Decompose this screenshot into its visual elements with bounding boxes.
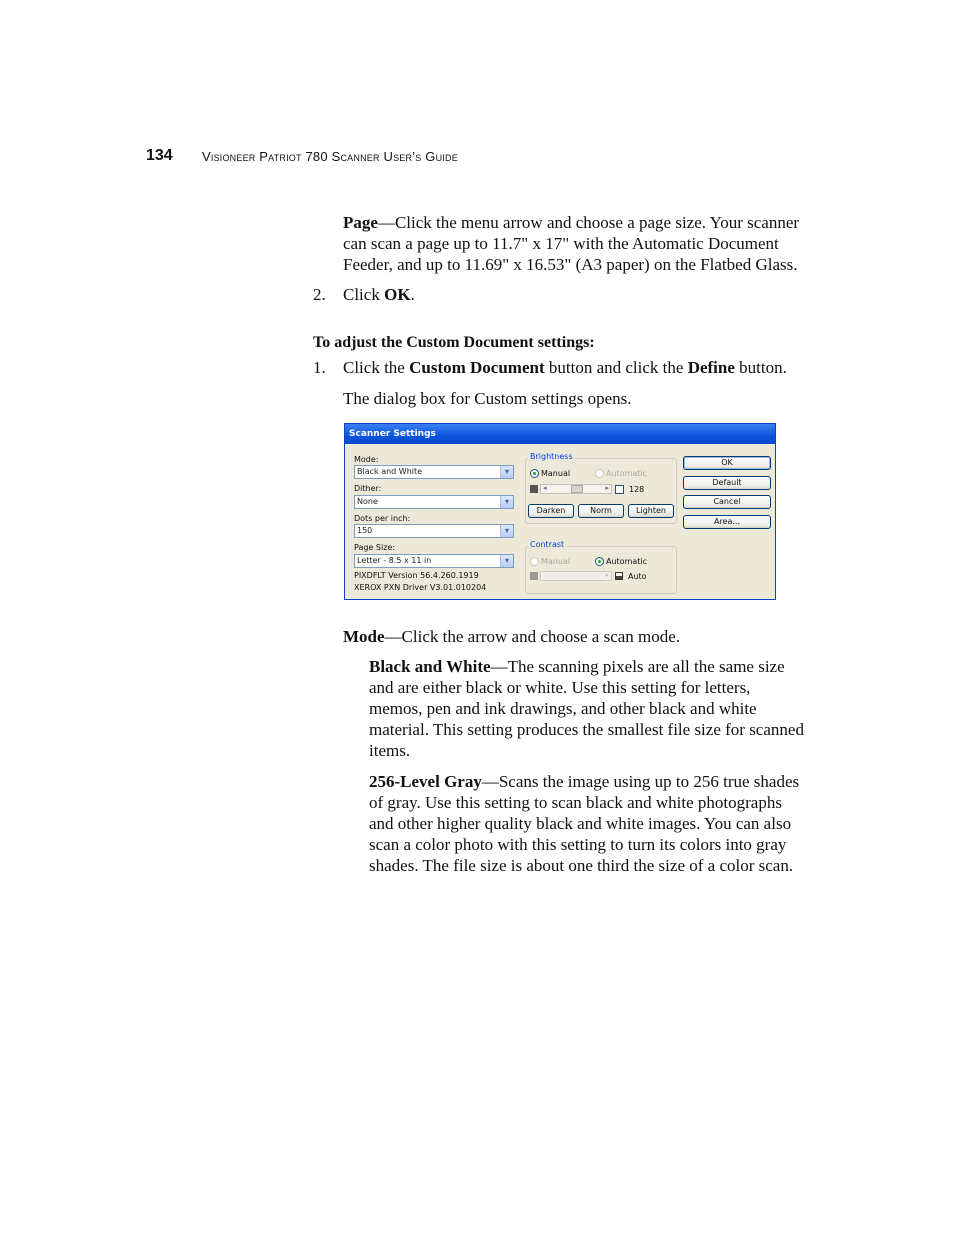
brightness-value: 128 (629, 485, 645, 494)
cancel-button[interactable]: Cancel (683, 495, 771, 509)
bw-line-5: items. (369, 741, 411, 760)
area-button[interactable]: Area... (683, 515, 771, 529)
gray-line-4: scan a color photo with this setting to turn its colors into gray (369, 835, 787, 854)
page-size-select-value: Letter - 8.5 x 11 in (357, 556, 432, 565)
bw-paragraph (369, 656, 829, 761)
chevron-down-icon[interactable]: ▾ (500, 466, 513, 478)
mode-label: Mode: (354, 455, 379, 464)
contrast-swatch (530, 572, 538, 580)
brightness-automatic-label: Automatic (606, 469, 648, 478)
step-1-c: button and click the (544, 358, 688, 377)
mode-select[interactable] (354, 465, 514, 479)
scroll-right-icon[interactable]: ▸ (605, 484, 609, 492)
dpi-select[interactable] (354, 524, 514, 538)
dialog-intro-text: The dialog box for Custom settings opens. (343, 389, 632, 408)
version-line-1: PIXDFLT Version 56.4.260.1919 (354, 571, 479, 580)
bw-term: Black and White (369, 657, 491, 676)
page-line-1 (343, 212, 823, 233)
step-2-ok: OK (384, 285, 411, 304)
ok-button[interactable]: OK (683, 456, 771, 470)
contrast-group-title: Contrast (530, 540, 565, 549)
step-2-number: 2. (313, 285, 326, 304)
step-2-suffix: . (410, 285, 415, 304)
gray-line-3: and other higher quality black and white images. You can also (369, 814, 792, 833)
mode-term: Mode (343, 627, 385, 646)
page-text-1: —Click the menu arrow and choose a page size. Your scanner (377, 213, 800, 232)
step-2-text (343, 284, 415, 305)
dither-select[interactable] (354, 495, 514, 509)
gray-line-1 (369, 771, 829, 792)
dither-select-value: None (357, 497, 378, 506)
step-1-number: 1. (313, 358, 326, 377)
step-1-a: Click the (343, 358, 410, 377)
running-header-title: Visioneer Patriot 780 Scanner User’s Guide (202, 149, 458, 164)
bw-line-1 (369, 656, 829, 677)
dither-label: Dither: (354, 484, 382, 493)
bw-line-4: material. This setting produces the smallest file size for scanned (369, 720, 804, 739)
contrast-slider[interactable] (540, 571, 612, 581)
page-term: Page (343, 213, 378, 232)
gray-line-2: of gray. Use this setting to scan black and white photographs (369, 793, 782, 812)
default-button[interactable]: Default (683, 476, 771, 490)
page-number: 134 (146, 147, 173, 164)
contrast-manual-radio[interactable] (530, 557, 539, 566)
scanner-settings-dialog (344, 423, 776, 600)
page-size-select[interactable] (354, 554, 514, 568)
mode-select-value: Black and White (357, 467, 423, 476)
brightness-dark-swatch (530, 485, 538, 493)
contrast-auto-label: Auto (628, 572, 647, 581)
gray-paragraph (369, 771, 829, 876)
step-1-text (343, 357, 787, 378)
step-1-custom-document: Custom Document (409, 358, 545, 377)
mode-text: —Click the arrow and choose a scan mode. (384, 627, 681, 646)
dpi-select-value: 150 (357, 526, 373, 535)
page-line-2: can scan a page up to 11.7" x 17" with the Automatic Document (343, 234, 779, 253)
scroll-right-icon[interactable]: ▸ (605, 571, 609, 579)
brightness-manual-label: Manual (541, 469, 571, 478)
version-line-2: XEROX PXN Driver V3.01.010204 (354, 583, 487, 592)
darken-button[interactable]: Darken (528, 504, 574, 518)
gray-text-1: —Scans the image using up to 256 true shades (481, 772, 800, 791)
step-2-prefix: Click (343, 285, 385, 304)
scroll-left-icon[interactable]: ◂ (543, 484, 547, 492)
contrast-auto-icon (615, 572, 623, 580)
slider-thumb[interactable] (571, 485, 583, 493)
contrast-manual-label: Manual (541, 557, 571, 566)
contrast-group (525, 546, 677, 594)
brightness-light-swatch (615, 485, 624, 494)
chevron-down-icon[interactable]: ▾ (500, 525, 513, 537)
page-size-label: Page Size: (354, 543, 396, 552)
contrast-automatic-label: Automatic (606, 557, 648, 566)
bw-line-2: and are either black or white. Use this setting for letters, (369, 678, 751, 697)
brightness-manual-radio[interactable] (530, 469, 539, 478)
lighten-button[interactable]: Lighten (628, 504, 674, 518)
chevron-down-icon[interactable]: ▾ (500, 555, 513, 567)
gray-term: 256-Level Gray (369, 772, 482, 791)
bw-line-3: memos, pen and ink drawings, and other black and white (369, 699, 757, 718)
brightness-slider[interactable] (540, 484, 612, 494)
bw-text-1: —The scanning pixels are all the same size (490, 657, 785, 676)
step-1-e: button. (734, 358, 787, 377)
norm-button[interactable]: Norm (578, 504, 624, 518)
dialog-body (347, 444, 773, 597)
gray-line-5: shades. The file size is about one third the size of a color scan. (369, 856, 794, 875)
brightness-group-title: Brightness (530, 452, 573, 461)
mode-paragraph (343, 626, 680, 647)
dpi-label: Dots per inch: (354, 514, 411, 523)
page-line-3: Feeder, and up to 11.69" x 16.53" (A3 paper) on the Flatbed Glass. (343, 255, 798, 274)
section-heading: To adjust the Custom Document settings: (313, 334, 595, 351)
brightness-automatic-radio[interactable] (595, 469, 604, 478)
page-paragraph (343, 212, 823, 275)
dialog-title-bar: Scanner Settings (345, 424, 775, 444)
chevron-down-icon[interactable]: ▾ (500, 496, 513, 508)
step-1-define: Define (687, 358, 735, 377)
contrast-automatic-radio[interactable] (595, 557, 604, 566)
